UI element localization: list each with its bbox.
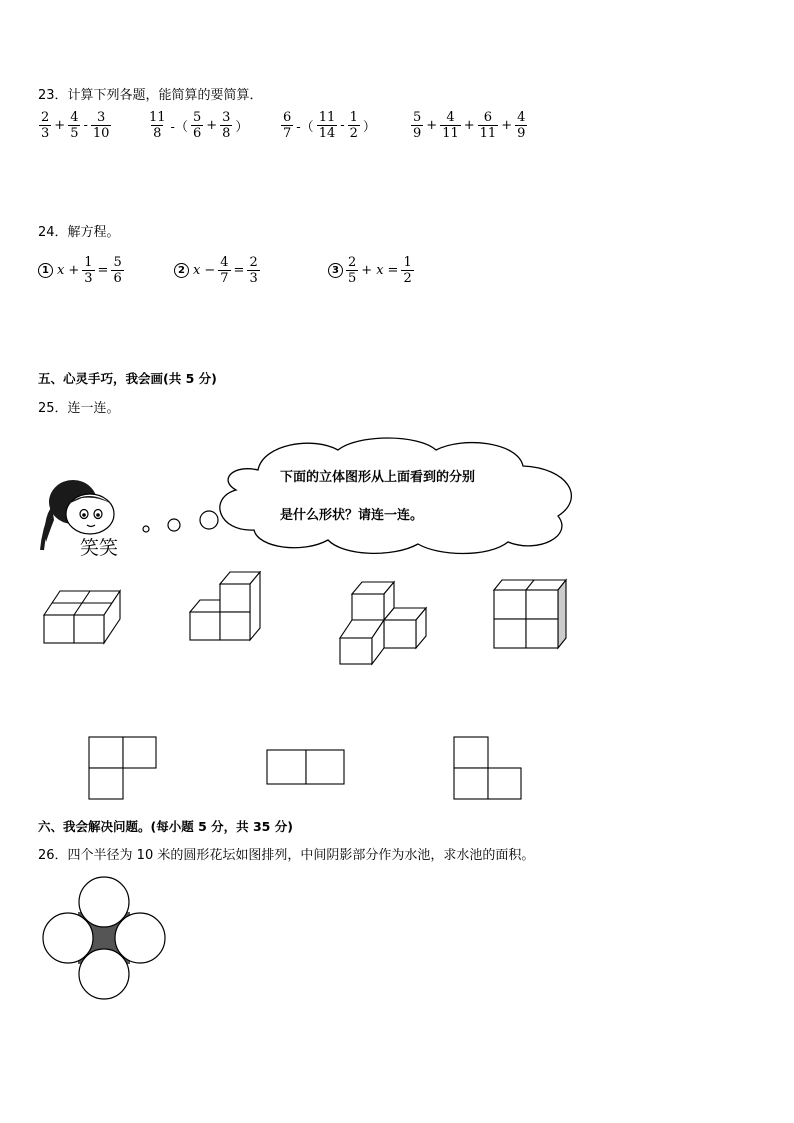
q24-equation-2: 2 x − $\frac{4}{7}$ = $\frac{2}{3}$ <box>174 255 261 286</box>
circle-left <box>43 913 93 963</box>
q24-equation-1: 1 x + $\frac{1}{3}$ = $\frac{5}{6}$ <box>38 255 125 286</box>
shaded-side <box>558 580 566 648</box>
solid-figure-2 <box>186 570 264 644</box>
top-view-3 <box>452 735 524 801</box>
q23-expr-4: $\frac{5}{9}$ + $\frac{4}{11}$ + $\frac{6}{11}$ + $\frac{4}{9}$ <box>413 110 526 141</box>
q26-prompt: 26．四个半径为 10 米的圆形花坛如图排列，中间阴影部分作为水池，求水池的面积。 <box>38 848 535 863</box>
q23-prompt: 23．计算下列各题，能简算的要简算． <box>38 88 263 103</box>
girl-name-label: 笑笑 <box>80 537 119 559</box>
solid-figure-3 <box>338 580 430 666</box>
circle-right <box>115 913 165 963</box>
circle-bottom <box>79 949 129 999</box>
thought-dots <box>140 505 220 535</box>
top-view-1 <box>87 735 159 801</box>
solid-figure-4 <box>490 578 570 652</box>
q23-expr-1: $\frac{2}{3}$ + $\frac{4}{5}$ - $\frac{3}{10}$ <box>41 110 110 141</box>
circle-top <box>79 877 129 927</box>
q25-prompt: 25．连一连。 <box>38 401 120 416</box>
q23-expr-3: $\frac{6}{7}$ -（ $\frac{11}{14}$ - $\frac{1}{2}$ ） <box>283 110 376 141</box>
cloud-text-line-1: 下面的立体图形从上面看到的分别 <box>280 470 476 485</box>
four-circles-figure <box>40 874 168 1002</box>
q24-equation-3: 3 $\frac{2}{5}$ + x = $\frac{1}{2}$ <box>328 255 415 286</box>
cloud-text-line-2: 是什么形状？请连一连。 <box>280 508 424 523</box>
solid-figure-1 <box>40 585 125 647</box>
top-view-2 <box>265 748 347 786</box>
circled-number: 2 <box>174 263 189 278</box>
section-5-heading: 五、心灵手巧，我会画(共 5 分) <box>38 371 217 386</box>
circled-number: 1 <box>38 263 53 278</box>
q23-expr-2: $\frac{11}{8}$ -（ $\frac{5}{6}$ + $\frac{3}{8}$ ） <box>149 110 249 141</box>
section-6-heading: 六、我会解决问题。(每小题 5 分，共 35 分) <box>38 819 293 834</box>
speech-cloud <box>218 436 580 552</box>
q24-prompt: 24．解方程。 <box>38 225 120 240</box>
circled-number: 3 <box>328 263 343 278</box>
